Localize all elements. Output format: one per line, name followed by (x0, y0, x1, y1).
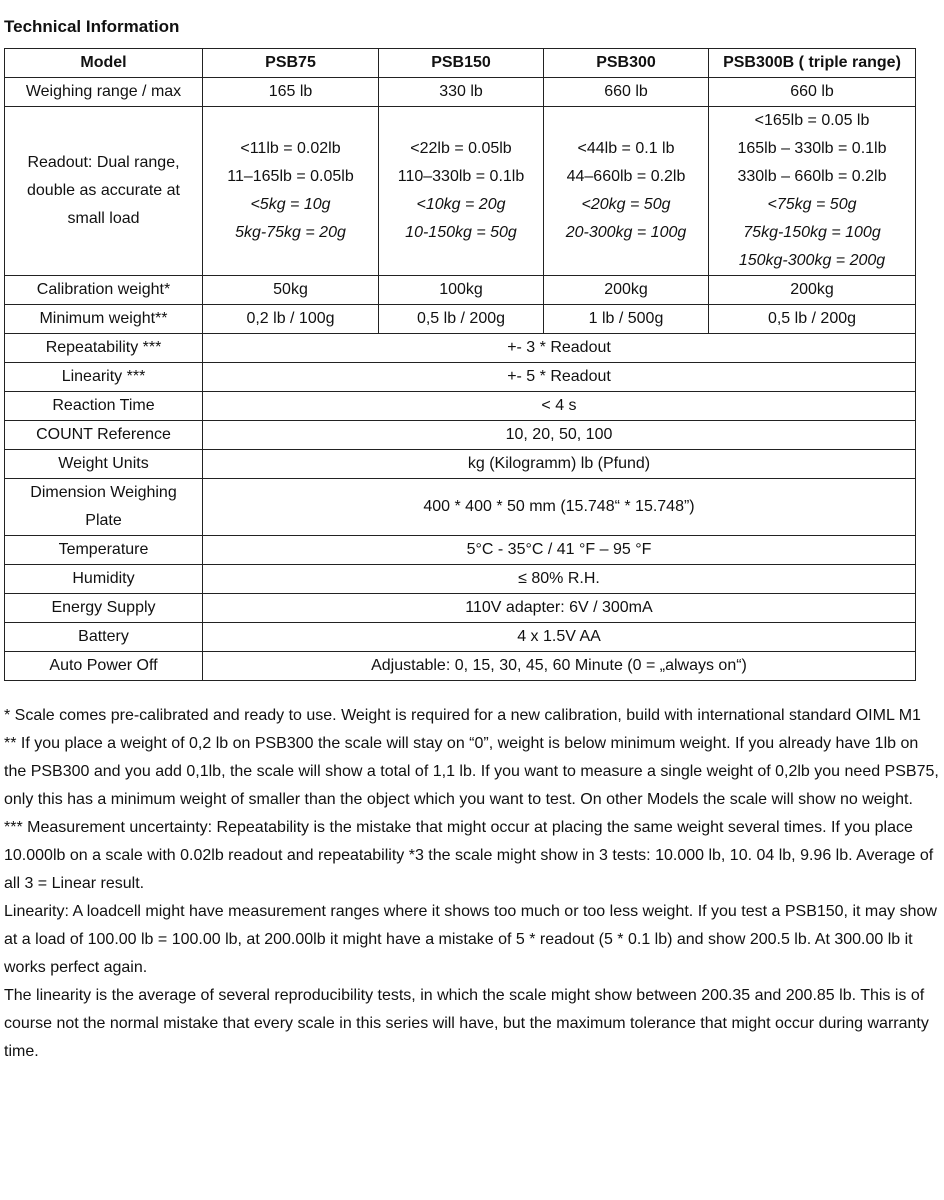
readout-line: <11lb = 0.02lb (240, 140, 341, 157)
table-row-dimension (5, 479, 916, 536)
readout-line: 20-300kg = 100g (565, 224, 687, 241)
table-row-linearity (5, 363, 916, 392)
table-row-weight-units (5, 450, 916, 479)
readout-line: <22lb = 0.05lb (410, 140, 512, 157)
row-label-battery: Battery (5, 623, 203, 652)
table-row-count-reference (5, 421, 916, 450)
model-psb75: PSB75 (203, 49, 379, 78)
cell-minimum-psb300: 1 lb / 500g (544, 305, 709, 334)
cell-repeatability: +- 3 * Readout (203, 334, 916, 363)
table-row-model (5, 49, 916, 78)
table-row-temperature (5, 536, 916, 565)
footnote-linearity: Linearity: A loadcell might have measurement ranges where it shows too much or too less weight. If you test a PSB150, it may show at a load of 100.00 lb = 100.00 lb, at 200.00lb it might have a mistake of 5 * readout (5 * 0.1 lb) and show 200.5 lb. At 300.00 lb it works perfect again. (4, 903, 937, 976)
row-label-linearity: Linearity *** (5, 363, 203, 392)
readout-line: 110–330lb = 0.1lb (397, 168, 525, 185)
dimension-label-line: Plate (85, 512, 122, 529)
row-label-weight-units: Weight Units (5, 450, 203, 479)
table-row-energy-supply (5, 594, 916, 623)
table-row-minimum-weight (5, 305, 916, 334)
row-label-minimum-weight: Minimum weight** (5, 305, 203, 334)
readout-line: 11–165lb = 0.05lb (227, 168, 354, 185)
table-row-weighing-range (5, 78, 916, 107)
cell-dimension: 400 * 400 * 50 mm (15.748“ * 15.748”) (203, 479, 916, 536)
model-psb300: PSB300 (544, 49, 709, 78)
dimension-label-line: Dimension Weighing (30, 484, 177, 501)
cell-readout-psb300b (709, 107, 916, 276)
row-label-humidity: Humidity (5, 565, 203, 594)
cell-calibration-psb75: 50kg (203, 276, 379, 305)
readout-line: 5kg-75kg = 20g (235, 224, 346, 241)
table-row-repeatability (5, 334, 916, 363)
row-label-count-reference: COUNT Reference (5, 421, 203, 450)
row-label-calibration-weight: Calibration weight* (5, 276, 203, 305)
row-label-temperature: Temperature (5, 536, 203, 565)
readout-line: 75kg-150kg = 100g (743, 224, 881, 241)
row-label-dimension (5, 479, 203, 536)
cell-count-reference: 10, 20, 50, 100 (203, 421, 916, 450)
cell-weighing-range-psb150: 330 lb (379, 78, 544, 107)
cell-minimum-psb150: 0,5 lb / 200g (379, 305, 544, 334)
table-row-humidity (5, 565, 916, 594)
readout-label-line: double as accurate at (27, 182, 180, 199)
cell-minimum-psb75: 0,2 lb / 100g (203, 305, 379, 334)
cell-humidity: ≤ 80% R.H. (203, 565, 916, 594)
readout-line: <5kg = 10g (250, 196, 331, 213)
row-label-readout (5, 107, 203, 276)
cell-readout-psb150 (379, 107, 544, 276)
table-row-battery (5, 623, 916, 652)
row-label-energy-supply: Energy Supply (5, 594, 203, 623)
footnote-measurement-uncertainty: *** Measurement uncertainty: Repeatability is the mistake that might occur at placing the same weight several times. If you place 10.000lb on a scale with 0.02lb readout and repeatability *3 the scale might show in 3 tests: 10.000 lb, 10. 04 lb, 9.96 lb. Average of all 3 = Linear result. (4, 819, 934, 892)
cell-minimum-psb300b: 0,5 lb / 200g (709, 305, 916, 334)
footnote-linearity-average: The linearity is the average of several reproducibility tests, in which the scale might show between 200.35 and 200.85 lb. This is of course not the normal mistake that every scale in this series will have, but the maximum tolerance that might occur during warranty time. (4, 987, 929, 1060)
readout-label-line: small load (67, 210, 140, 227)
table-row-readout (5, 107, 916, 276)
cell-weight-units: kg (Kilogramm) lb (Pfund) (203, 450, 916, 479)
readout-line: 150kg-300kg = 200g (738, 252, 886, 269)
cell-auto-power-off: Adjustable: 0, 15, 30, 45, 60 Minute (0 = „always on“) (203, 652, 916, 681)
readout-line: <75kg = 50g (767, 196, 857, 213)
footnote-calibration: * Scale comes pre-calibrated and ready to use. Weight is required for a new calibration, build with international standard OIML M1 (4, 707, 921, 724)
cell-calibration-psb150: 100kg (379, 276, 544, 305)
table-row-calibration-weight (5, 276, 916, 305)
readout-line: 10-150kg = 50g (405, 224, 517, 241)
cell-weighing-range-psb300: 660 lb (544, 78, 709, 107)
readout-line: <165lb = 0.05 lb (754, 112, 870, 129)
model-psb300b: PSB300B ( triple range) (709, 49, 916, 78)
row-label-reaction-time: Reaction Time (5, 392, 203, 421)
footnotes (4, 702, 942, 1066)
readout-label-line: Readout: Dual range, (27, 154, 180, 171)
cell-energy-supply: 110V adapter: 6V / 300mA (203, 594, 916, 623)
readout-line: <10kg = 20g (416, 196, 506, 213)
readout-line: 44–660lb = 0.2lb (566, 168, 686, 185)
row-label-repeatability: Repeatability *** (5, 334, 203, 363)
cell-calibration-psb300: 200kg (544, 276, 709, 305)
cell-reaction-time: < 4 s (203, 392, 916, 421)
cell-calibration-psb300b: 200kg (709, 276, 916, 305)
cell-readout-psb75 (203, 107, 379, 276)
cell-weighing-range-psb75: 165 lb (203, 78, 379, 107)
cell-battery: 4 x 1.5V AA (203, 623, 916, 652)
readout-line: 165lb – 330lb = 0.1lb (737, 140, 887, 157)
table-row-reaction-time (5, 392, 916, 421)
row-label-model: Model (5, 49, 203, 78)
table-row-auto-power-off (5, 652, 916, 681)
technical-info-table (4, 48, 916, 681)
model-psb150: PSB150 (379, 49, 544, 78)
readout-line: 330lb – 660lb = 0.2lb (737, 168, 887, 185)
row-label-auto-power-off: Auto Power Off (5, 652, 203, 681)
readout-line: <20kg = 50g (581, 196, 671, 213)
row-label-weighing-range: Weighing range / max (5, 78, 203, 107)
cell-linearity: +- 5 * Readout (203, 363, 916, 392)
page-title: Technical Information (4, 17, 180, 36)
cell-weighing-range-psb300b: 660 lb (709, 78, 916, 107)
readout-line: <44lb = 0.1 lb (577, 140, 675, 157)
cell-temperature: 5°C - 35°C / 41 °F – 95 °F (203, 536, 916, 565)
cell-readout-psb300 (544, 107, 709, 276)
footnote-minimum-weight: ** If you place a weight of 0,2 lb on PSB300 the scale will stay on “0”, weight is below minimum weight. If you already have 1lb on the PSB300 and you add 0,1lb, the scale will show a total of 1,1 lb. If you want to measure a single weight of 0,2lb you need PSB75, only this has a minimum weight of smaller than the object which you want to test. On other Models the scale will show no weight. (4, 735, 939, 808)
